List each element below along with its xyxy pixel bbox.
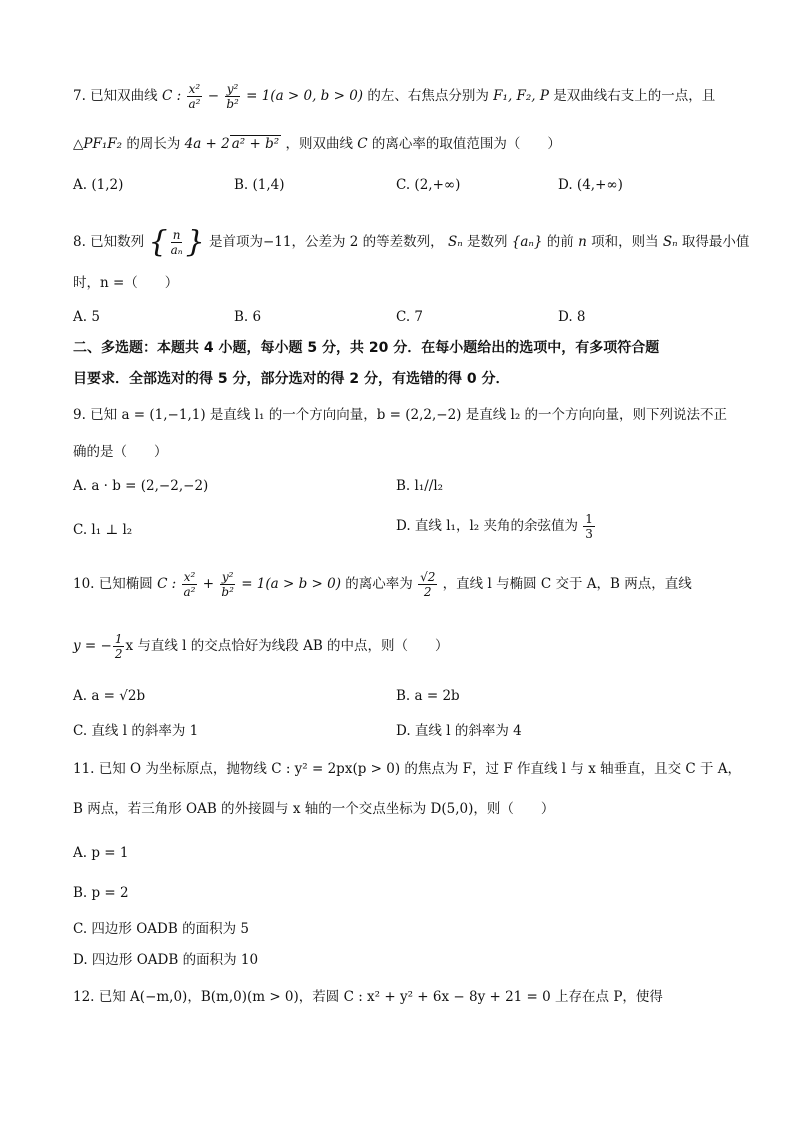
q7-intro: 7. 已知双曲线 [73,88,158,104]
q7-foci: F₁, F₂, P [493,88,549,104]
q7-foci-text: 的左、右焦点分别为 [367,88,489,104]
section-heading-line2: 目要求．全部选对的得 5 分，部分选对的得 2 分，有选错的得 0 分． [73,371,510,387]
q9-line2: 确的是（ ） [73,444,168,460]
q7-point-text: 是双曲线右支上的一点，且 [553,88,716,104]
q7-line2: △PF₁F₂ 的周长为 4a + 2 a² + b² ，则双曲线 C 的离心率的取值范围为（ ） [73,136,561,152]
q7-question-text: 的离心率的取值范围为（ ） [371,136,561,152]
q7-line1 [73,82,715,111]
section-heading-line1: 二、多选题：本题共 4 小题，每小题 5 分，共 20 分．在每小题给出的选项中，有多项符合题 [73,340,660,356]
q11-line2: B 两点，若三角形 OAB 的外接圆与 x 轴的一个交点坐标为 D(5,0)，则（ ） [73,801,555,817]
q7-triangle: △PF₁F₂ [73,136,123,152]
q8-option-a: A. 5 [73,309,100,325]
q7-option-a: A. (1,2) [73,177,124,193]
q10-line1: 10. 已知椭圆 C : $\frac{\text{x²}}{\text{a²}}$ + $\frac{\text{y²}}{\text{b²}}$ = 1(a > b > 0) 的离心率为 $\frac{√2}{2}$ ，直线 l 与椭圆 C 交于 A，B 两点，直线 [73,570,692,599]
q7-option-b: B. (1,4) [234,177,285,193]
q11-option-d: D. 四边形 OADB 的面积为 10 [73,952,259,968]
q10-line2: y = − $\frac{1}{2}$ x 与直线 l 的交点恰好为线段 AB 的中点，则（ ） [73,632,449,661]
q8-sequence: { $\frac{n}{\text{aₙ}}$ } [148,224,205,260]
q8-option-c: C. 7 [396,309,424,325]
q8-line2: 时，n =（ ） [73,275,179,291]
q9-line1: 9. 已知 a = (1,−1,1) 是直线 l₁ 的一个方向向量，b = (2,2,−2) 是直线 l₂ 的一个方向向量，则下列说法不正 [73,407,728,423]
q7-option-d: D. (4,+∞) [558,177,623,193]
q9-option-a: A. a · b = (2,−2,−2) [73,478,209,494]
q10-eccentricity: $\frac{√2}{2}$ [420,570,436,599]
q11-line1: 11. 已知 O 为坐标原点，抛物线 C : y² = 2px(p > 0) 的焦点为 F，过 F 作直线 l 与 x 轴垂直，且交 C 于 A， [73,761,742,777]
q10-option-a: A. a = √2b [73,688,146,704]
q7-then-text: ，则双曲线 [285,136,353,152]
q7-perimeter-text: 的周长为 [126,136,181,152]
q11-option-c: C. 四边形 OADB 的面积为 5 [73,921,249,937]
q10-option-d: D. 直线 l 的斜率为 4 [396,723,522,739]
q9-option-b: B. l₁//l₂ [396,478,444,494]
q7-perimeter: 4a + 2 a² + b² [184,136,280,152]
q8-intro: 8. 已知数列 [73,234,145,250]
q8-desc: 是首项为−11，公差为 2 的等差数列， [208,234,444,250]
q11-option-b: B. p = 2 [73,885,129,901]
q11-option-a: A. p = 1 [73,845,129,861]
q9-option-c: C. l₁ ⊥ l₂ [73,522,133,538]
q9-cos-fraction: $\frac{1}{3}$ [585,512,593,541]
q9-option-d: D. 直线 l₁，l₂ 夹角的余弦值为 $\frac{1}{3}$ [396,512,593,541]
q10-option-b: B. a = 2b [396,688,460,704]
q12-line1: 12. 已知 A(−m,0)，B(m,0)(m > 0)，若圆 C : x² + y² + 6x − 8y + 21 = 0 上存在点 P，使得 [73,989,663,1005]
q7-hyperbola-eq: C : $\frac{\text{x²}}{\text{a²}}$ − $\frac{\text{y²}}{\text{b²}}$ = 1(a > 0, b > 0) [161,82,364,111]
q10-option-c: C. 直线 l 的斜率为 1 [73,723,199,739]
q8-line1: 8. 已知数列 { $\frac{n}{\text{aₙ}}$ } 是首项为−11，公差为 2 的等差数列， Sₙ 是数列 {aₙ} 的前 n 项和，则当 Sₙ 取得最小值 [73,224,750,260]
q10-ellipse-eq: C : $\frac{\text{x²}}{\text{a²}}$ + $\frac{\text{y²}}{\text{b²}}$ = 1(a > b > 0) [157,570,341,599]
q7-option-c: C. (2,+∞) [396,177,461,193]
q8-option-b: B. 6 [234,309,262,325]
q8-option-d: D. 8 [558,309,586,325]
